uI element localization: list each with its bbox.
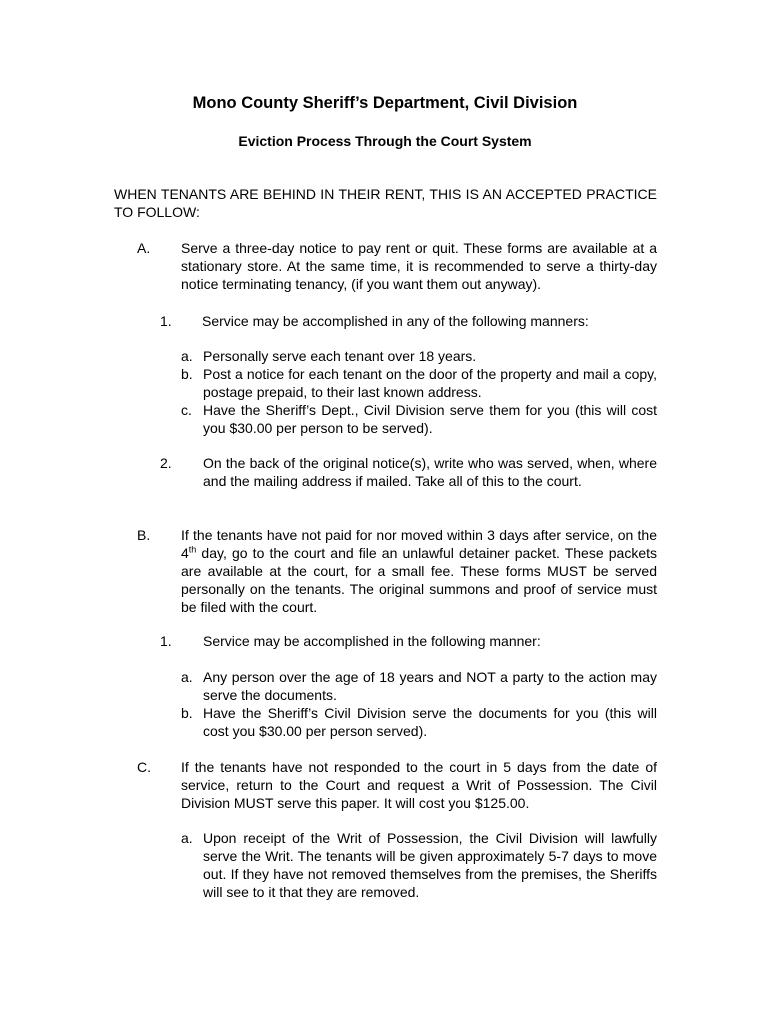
list-text: Have the Sheriff’s Dept., Civil Division serve them for you (this will cost you $30.00 per person to be served). (203, 402, 657, 436)
list-item (181, 401, 657, 437)
section-a-2-text: On the back of the original notice(s), write who was served, when, where and the mailing address if mailed. Take all of this to the court. (203, 455, 657, 489)
section-b-marker: B. (137, 527, 151, 543)
list-text: Have the Sheriff’s Civil Division serve the documents for you (this will cost you $30.00 per person served). (203, 705, 657, 739)
list-item (181, 668, 657, 704)
list-marker: a. (181, 669, 193, 685)
list-item (181, 704, 657, 740)
list-item (181, 365, 657, 401)
section-b-text (181, 526, 657, 616)
section-b-1-text: Service may be accomplished in the following manner: (203, 633, 541, 649)
section-c-text: If the tenants have not responded to the court in 5 days from the date of service, return to the Court and request a Writ of Possession. The Civil Division MUST serve this paper. It will cost you $125.00. (181, 759, 657, 811)
section-b-1-list (181, 668, 657, 740)
section-a-1-marker: 1. (160, 313, 172, 329)
section-a-1-list (181, 347, 657, 437)
section-b-text-part1: If the tenants have not paid for nor moved within 3 days after service, on the 4 (181, 527, 657, 561)
section-c-list (181, 829, 657, 901)
section-b-text-part2: day, go to the court and file an unlawful detainer packet. These packets are available at the court, for a small fee. These forms MUST be served personally on the tenants. The original summons and proof of service must be filed with the court. (181, 545, 657, 615)
ordinal-suffix: th (188, 544, 197, 555)
list-text: Post a notice for each tenant on the door of the property and mail a copy, postage prepaid, to their last known address. (203, 366, 657, 400)
section-a-1-text: Service may be accomplished in any of the following manners: (202, 313, 589, 329)
section-a-2-marker: 2. (160, 455, 172, 471)
section-a-marker: A. (137, 240, 151, 256)
list-marker: b. (181, 366, 193, 382)
section-a-text: Serve a three-day notice to pay rent or quit. These forms are available at a stationary store. At the same time, it is recommended to serve a thirty-day notice terminating tenancy, (if you want them out anyway). (181, 240, 657, 292)
section-b-1-marker: 1. (160, 633, 172, 649)
document-title: Mono County Sheriff’s Department, Civil Division (192, 94, 578, 112)
list-marker: a. (181, 348, 193, 364)
list-text: Personally serve each tenant over 18 years. (203, 348, 477, 364)
list-text: Upon receipt of the Writ of Possession, the Civil Division will lawfully serve the Writ. The tenants will be given approximately 5-7 days to move out. If they have not removed themselves from the premises, the Sheriffs will see to it that they are removed. (203, 830, 657, 900)
list-marker: a. (181, 830, 193, 846)
list-item (181, 347, 657, 365)
list-marker: c. (181, 402, 192, 418)
document-subtitle: Eviction Process Through the Court System (238, 133, 532, 149)
list-item (181, 829, 657, 901)
intro-paragraph: WHEN TENANTS ARE BEHIND IN THEIR RENT, THIS IS AN ACCEPTED PRACTICE TO FOLLOW: (114, 186, 657, 220)
section-c-marker: C. (137, 759, 151, 775)
list-marker: b. (181, 705, 193, 721)
list-text: Any person over the age of 18 years and NOT a party to the action may serve the documents. (203, 669, 657, 703)
